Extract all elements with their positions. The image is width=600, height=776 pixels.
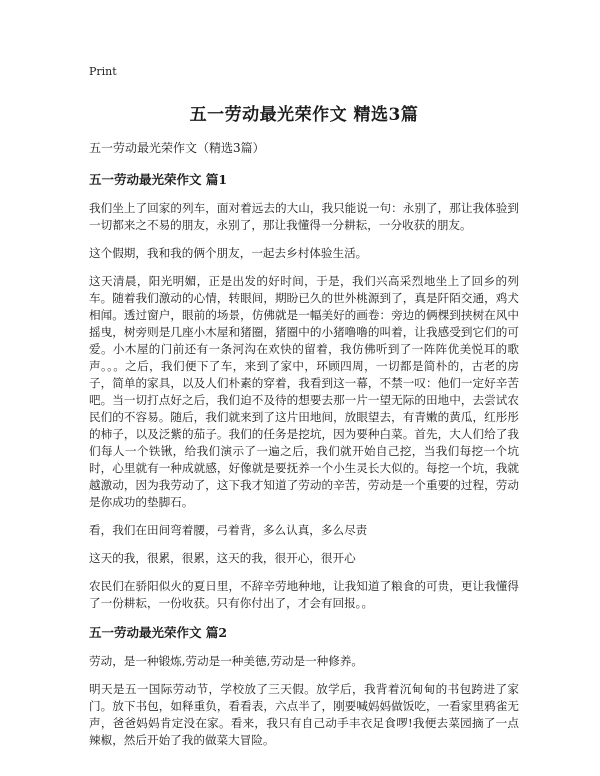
- document-page: [89, 60, 519, 760]
- paragraph: 我们坐上了回家的列车，面对着远去的大山，我只能说一句：永别了，那让我体验到一切都来之不易的朋友，永别了，那让我懂得一分耕耘，一分收获的朋友。: [89, 201, 519, 232]
- paragraph: 看，我们在田间弯着腰，弓着背，多么认真，多么尽责: [89, 523, 368, 537]
- print-link[interactable]: Print: [89, 65, 117, 78]
- document-title: 五一劳动最光荣作文 精选3篇: [189, 105, 419, 125]
- paragraph: 劳动，是一种锻炼,劳动是一种美德,劳动是一种修养。: [89, 654, 364, 668]
- document-subtitle: 五一劳动最光荣作文（精选3篇）: [89, 141, 265, 155]
- paragraph: 这天的我，很累，很累，这天的我，很开心，很开心: [89, 551, 356, 565]
- section-heading-1: 五一劳动最光荣作文 篇1: [89, 172, 228, 187]
- paragraph: 这个假期，我和我的俩个朋友，一起去乡村体验生活。: [89, 246, 368, 260]
- paragraph: 农民们在骄阳似火的夏日里，不辞辛劳地种地，让我知道了粮食的可贵，更让我懂得了一份耕耘，一份收获。只有你付出了，才会有回报。。: [89, 579, 519, 610]
- section-heading-2: 五一劳动最光荣作文 篇2: [89, 625, 228, 640]
- paragraph: 明天是五一国际劳动节，学校放了三天假。放学后，我背着沉甸甸的书包跨进了家门。放下书包，如释重负，看看表，六点半了，刚要喊妈妈做饭吃，一看家里鸦雀无声，爸爸妈妈肯定没在家。看来，我只有自己动手丰衣足食啰!我便去菜园摘了一点辣椒，然后开始了我的做菜大冒险。: [89, 682, 519, 747]
- paragraph: 这天清晨，阳光明媚，正是出发的好时间，于是，我们兴高采烈地坐上了回乡的列车。随着我们激动的心情，转眼间，期盼已久的世外桃源到了，真是阡陌交通，鸡犬相闻。透过窗户，眼前的场景，仿佛就是一幅美好的画卷：旁边的俩棵到挟树在风中摇曳，树旁则是几座小木屋和猪圈，猪圈中的小猪噜噜的叫着，让我感受到它们的可爱。小木屋的门前还有一条河沟在欢快的留着，我仿佛听到了一阵阵优美悦耳的歌声。。。之后，我们便下了车，来到了家中，环顾四周，一切都是简朴的，古老的房子，简单的家具，以及人们朴素的穿着，我看到这一幕，不禁一叹：他们一定好辛苦吧。当一切打点好之后，我们迫不及待的想要去那一片一望无际的田地中，去尝试农民们的不容易。随后，我们就来到了这片田地间，放眼望去，有青嫩的黄瓜，红彤彤的柿子，以及泛紫的茄子。我们的任务是挖坑，因为要种白菜。首先，大人们给了我们每人一个铁锹，给我们演示了一遍之后，我们就开始自己挖，当我们每挖一个坑时，心里就有一种成就感，好像就是要抚养一个小生灵长大似的。每挖一个坑，我就越激动，因为我劳动了，这下我才知道了劳动的辛苦，劳动是一个重要的过程，劳动是你成功的垫脚石。: [89, 274, 519, 509]
